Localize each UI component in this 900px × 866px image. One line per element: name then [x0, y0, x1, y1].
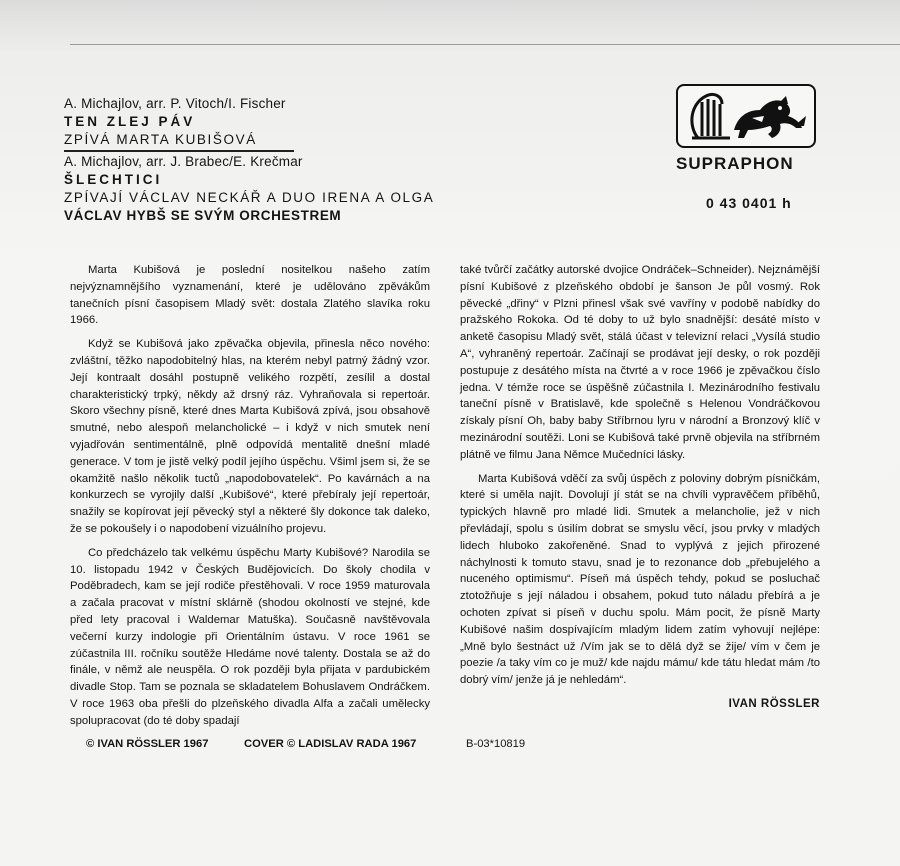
liner-notes-right-column	[460, 262, 820, 713]
supraphon-brand: SUPRAPHON	[676, 154, 794, 173]
footer-credits	[86, 738, 546, 754]
track2-authors: A. Michajlov, arr. J. Brabec/E. Krečmar	[64, 153, 303, 169]
track-credits	[64, 95, 584, 225]
track1-authors: A. Michajlov, arr. P. Vitoch/I. Fischer	[64, 96, 286, 111]
print-code: B-03*10819	[466, 738, 526, 750]
credits-divider	[64, 150, 294, 152]
catalog-number: 0 43 0401 h	[706, 195, 792, 211]
liner-paragraph: Marta Kubišová je poslední nositelkou našeho zatím nejvýznamnějšího vyznamenání, které je udělováno zpěvákům tanečních písní časopisem Mladý svět: dostala Zlatého slavíka roku 1966.	[70, 264, 430, 327]
track1-performer: ZPÍVÁ MARTA KUBIŠOVÁ	[64, 132, 257, 147]
liner-notes-left-column	[70, 262, 430, 737]
liner-paragraph: Co předcházelo tak velkému úspěchu Marty Kubišové? Narodila se 10. listopadu 1942 v Českých Budějovicích. Do školy chodila v Poděbradech, kam se její rodiče přestěhovali. V roce 1959 maturovala a začala pracovat v místní sklárně (shodou okolností ve stejné, kde před lety pracoval i Waldemar Matuška). Současně navštěvovala večerní kurzy indologie při Orientálním ústavu. V roce 1961 se zúčastnila III. ročníku soutěže Hledáme nové talenty. Dostala se až do finále, v němž ale neuspěla. O rok později byla přijata v pardubickém divadle Stop. Tam se poznala se skladatelem Bohuslavem Ondráčkem. V roce 1963 oba přešli do plzeňského divadla Alfa a začali umělecky spolupracovat (do té doby spadají	[70, 546, 430, 727]
liner-paragraph: Když se Kubišová jako zpěvačka objevila, přinesla něco nového: zvláštní, těžko napodobitelný hlas, na kterém nebyl patrný žádný vzor. Její kontraalt dosáhl postupně velikého rozpětí, zesílil a dostal charakteristický trpký, někdy až drsný ráz. Vyhraňovala si repertoár. Skoro všechny písně, které dnes Marta Kubišová zpívá, jsou obsahově smutné, nebo alespoň melancholické – i když v nich smutek není vyjadřován sentimentálně, plně odpovídá mentalitě dnešní mladé generace. V tom je jistě velký podíl jejího úspěchu. Všiml jsem si, že se okamžitě našlo několik tuctů „napodobovatelek“. Po kavárnách a na konkurzech se vyrojily další „Kubišové“, které přebíraly její repertoár, snažily se kopírovat její pěvecký styl a některé šly dokonce tak daleko, že se pokoušely i o napodobení vizuálního projevu.	[70, 338, 430, 535]
liner-paragraph: Marta Kubišová vděčí za svůj úspěch z poloviny dobrým písničkám, které si uměla najít. Dovolují jí stát se na chvíli vypravěčem příběhů, typických hlavně pro mladé lidi. Smutek a melancholie, jež v nich převládají, spolu s úsilím dobrat se smyslu věcí, jsou prvky v mladých lidech hluboko zakořeněné. Snad to vyplývá z jejich přirozené náchylnosti k tomuto stavu, snad je to rezonance dob „přebujelého a nuceného optimismu“. Píseň má úspěch tehdy, pokud se posluchač ztotožňuje s její náladou i obsahem, pokud tuto náladu přebírá a je ochoten zpívat si píseň v duchu spolu. Mám pocit, že písně Marty Kubišové našim dospívajícím mladým lidem zatím vyhovují nejlépe: „Mně bylo šestnáct už /Vím jak se to dělá dyž se žije/ vím v čem je poezie /a taky vím co je muž/ kde najdu mámu/ kde tátu hledat mám /to dobrý vím/ jenže já je nehledám“.	[460, 472, 820, 687]
track2-performer: ZPÍVAJÍ VÁCLAV NECKÁŘ A DUO IRENA A OLGA	[64, 189, 435, 205]
liner-paragraph: také tvůrčí začátky autorské dvojice Ondráček–Schneider). Nejznámější písní Kubišové z plzeňského období je šanson Je půl vosmý. Rok pěvecké „dřiny“ v Plzni přinesl však své vavříny v podobě nabídky do pražského Rokoka. Od té doby to už bylo snadnější: desáté místo v anketě časopisu Mladý svět, stálá účast v televizní relaci „Vysílá studio A“, vyhraněný repertoár. Začínají se prodávat její desky, o rok později postupuje z desátého místa na čtvrté a v roce 1966 je zpěvačkou číslo jedna. V témže roce se úspěšně zúčastnila I. Mezinárodního festivalu taneční písně v Bratislavě, kde společně s Helenou Vondráčkovou získaly písní Oh, baby baby Stříbrnou lyru v národní a Bronzový klíč v mezinárodní soutěži. Loni se Kubišová také prvně objevila na stříbrném plátně ve filmu Jana Němce Mučedníci lásky.	[460, 264, 820, 461]
cover-credit: COVER © LADISLAV RADA 1967	[244, 738, 417, 750]
author-signature: IVAN RÖSSLER	[728, 697, 820, 710]
copyright-text: © IVAN RÖSSLER 1967	[86, 738, 209, 750]
track2-title: ŠLECHTICI	[64, 171, 163, 187]
track1-title: TEN ZLEJ PÁV	[64, 114, 196, 129]
sleeve-top-edge	[0, 0, 900, 50]
sleeve-fold-line	[70, 44, 900, 45]
orchestra-credit: VÁCLAV HYBŠ SE SVÝM ORCHESTREM	[64, 207, 342, 223]
lion-harp-logo-icon	[676, 84, 816, 148]
